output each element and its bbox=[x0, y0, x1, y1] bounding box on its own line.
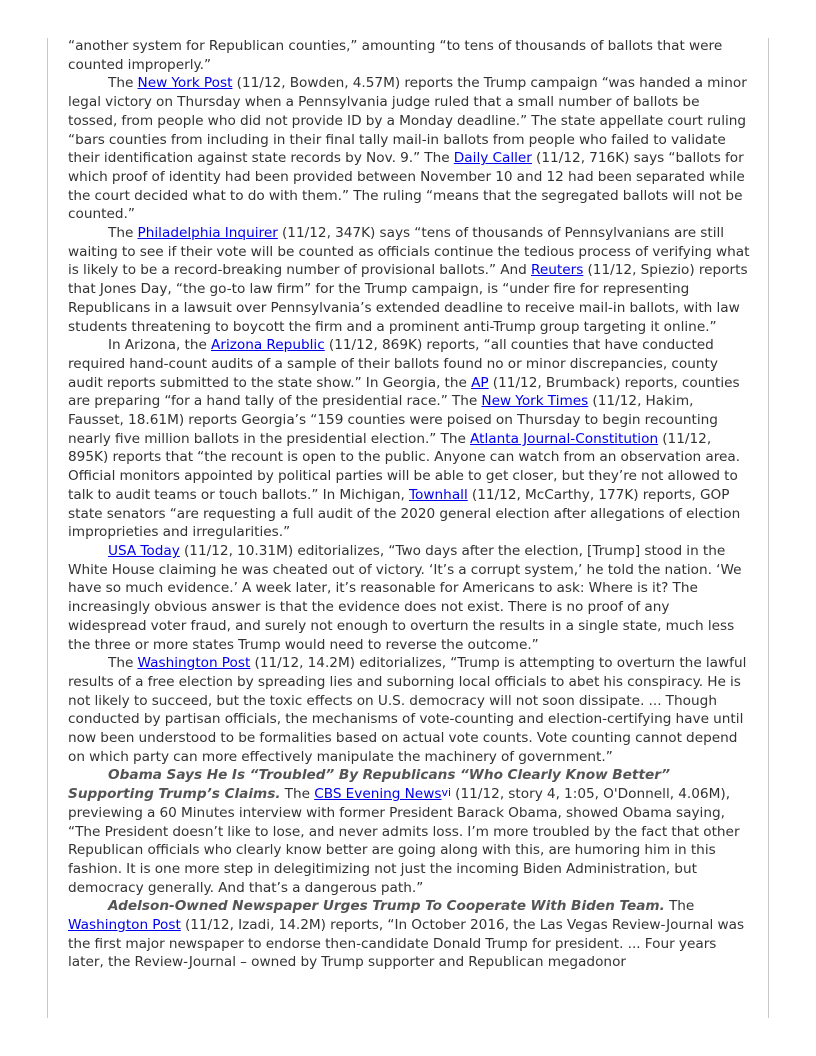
document-body bbox=[68, 37, 752, 972]
link-daily-caller[interactable]: Daily Caller bbox=[453, 150, 532, 167]
paragraph-adelson-newspaper: Adelson-Owned Newspaper Urges Trump To Cooperate With Biden Team. The Washington Post (11/12, Izadi, 14.2M) reports, “In October 2016, the Las Vegas Review-Journal was the first major newspaper to endorse then-candidate Donald Trump for president. ... Four years later, the Review-Journal – owned by Trump supporter and Republican megadonor bbox=[68, 898, 745, 971]
paragraph-usa-today-editorial: USA Today (11/12, 10.31M) editorializes, “Two days after the election, [Trump] stood in the White House claiming he was cheated out of victory. ‘It’s a corrupt system,’ he told the nation. ‘We have so much evidence.’ A week later, it’s reasonable for Americans to ask: Where is it? The increasingly obvious answer is that the evidence does not exist. There is no proof of any widespread voter fraud, and surely not enough to overturn the results in a single state, much less the three or more states Trump would need to reverse the outcome.” bbox=[68, 542, 742, 653]
headline-obama: Obama Says He Is “Troubled” By Republicans “Who Clearly Know Better” Supporting Trump’s Claims. bbox=[68, 767, 670, 803]
link-reuters[interactable]: Reuters bbox=[530, 262, 584, 279]
paragraph-provisional-ballots: The Philadelphia Inquirer (11/12, 347K) says “tens of thousands of Pennsylvanians are still waiting to see if their vote will be counted as officials continue the tedious process of verifying what is likely to be a record-breaking number of provisional ballots.” And Reuters (11/12, Spiezio) reports that Jones Day, “the go-to law firm” for the Trump campaign, is “under fire for representing Republicans in a lawsuit over Pennsylvania’s extended deadline to receive mail-in ballots, with law students threatening to boycott the firm and a prominent anti-Trump group targeting it online.” bbox=[68, 225, 750, 335]
link-usa-today[interactable]: USA Today bbox=[108, 542, 180, 559]
link-arizona-republic[interactable]: Arizona Republic bbox=[211, 337, 325, 354]
paragraph-continuation: “another system for Republican counties,” amounting “to tens of thousands of ballots that were counted improperly.” bbox=[68, 38, 723, 73]
headline-adelson: Adelson-Owned Newspaper Urges Trump To Cooperate With Biden Team. bbox=[108, 898, 665, 915]
link-townhall[interactable]: Townhall bbox=[409, 486, 468, 503]
link-new-york-times[interactable]: New York Times bbox=[481, 393, 589, 410]
link-new-york-post[interactable]: New York Post bbox=[137, 75, 233, 92]
link-philadelphia-inquirer[interactable]: Philadelphia Inquirer bbox=[137, 225, 278, 242]
link-ap[interactable]: AP bbox=[471, 374, 489, 391]
paragraph-obama-troubled: Obama Says He Is “Troubled” By Republicans “Who Clearly Know Better” Supporting Trump’s Claims. The CBS Evening News$^{vi}$ (11/12, story 4, 1:05, O'Donnell, 4.06M), previewing a 60 Minutes interview with former President Barack Obama, showed Obama saying, “The President doesn’t like to lose, and never admits loss. I’m more troubled by the fact that other Republican officials who clearly know better are going along with this, are humoring him in this fashion. It is one more step in delegitimizing not just the incoming Biden Administration, but democracy generally. And that’s a dangerous path.” bbox=[68, 767, 740, 896]
paragraph-pennsylvania-ruling: The New York Post (11/12, Bowden, 4.57M) reports the Trump campaign “was handed a minor legal victory on Thursday when a Pennsylvania judge ruled that a small number of ballots be tossed, from people who did not provide ID by a Monday deadline.” The state appellate court ruling “bars counties from including in their final tally mail-in ballots from people who failed to validate their identification against state records by Nov. 9.” The Daily Caller (11/12, 716K) says “ballots for which proof of identity had been provided between November 10 and 12 had been separated while the court decided what to do with them.” The ruling “means that the segregated ballots will not be counted.” bbox=[68, 75, 747, 223]
footnote-marker[interactable]: vi bbox=[441, 786, 452, 800]
link-washington-post[interactable]: Washington Post bbox=[137, 655, 251, 672]
right-margin-rule bbox=[768, 38, 769, 1018]
link-atlanta-journal-constitution[interactable]: Atlanta Journal-Constitution bbox=[470, 430, 659, 447]
paragraph-audits-recounts: In Arizona, the Arizona Republic (11/12, 869K) reports, “all counties that have conducted required hand-count audits of a sample of their ballots found no or minor discrepancies, county audit reports submitted to the state show.” In Georgia, the AP (11/12, Brumback) reports, counties are preparing “for a hand tally of the presidential race.” The New York Times (11/12, Hakim, Fausset, 18.61M) reports Georgia’s “159 counties were poised on Thursday to begin recounting nearly five million ballots in the presidential election.” The Atlanta Journal-Constitution (11/12, 895K) reports that “the recount is open to the public. Anyone can watch from an observation area. Official monitors appointed by political parties will be able to get closer, but they’re not allowed to talk to audit teams or touch ballots.” In Michigan, Townhall (11/12, McCarthy, 177K) reports, GOP state senators “are requesting a full audit of the 2020 general election after allegations of election improprieties and irregularities.” bbox=[68, 337, 741, 541]
left-margin-rule bbox=[47, 38, 48, 1018]
paragraph-washington-post-editorial: The Washington Post (11/12, 14.2M) editorializes, “Trump is attempting to overturn the lawful results of a free election by spreading lies and suborning local officials to abet his conspiracy. He is not likely to succeed, but the toxic effects on U.S. democracy will not soon dissipate. ... Though conducted by partisan officials, the mechanisms of vote-counting and election-certifying have until now been understood to be formalities based on actual vote counts. Vote counting cannot depend on which party can more effectively manipulate the machinery of government.” bbox=[68, 655, 747, 765]
link-washington-post-izadi[interactable]: Washington Post bbox=[68, 917, 181, 934]
link-cbs-evening-news[interactable]: CBS Evening News bbox=[314, 786, 442, 803]
